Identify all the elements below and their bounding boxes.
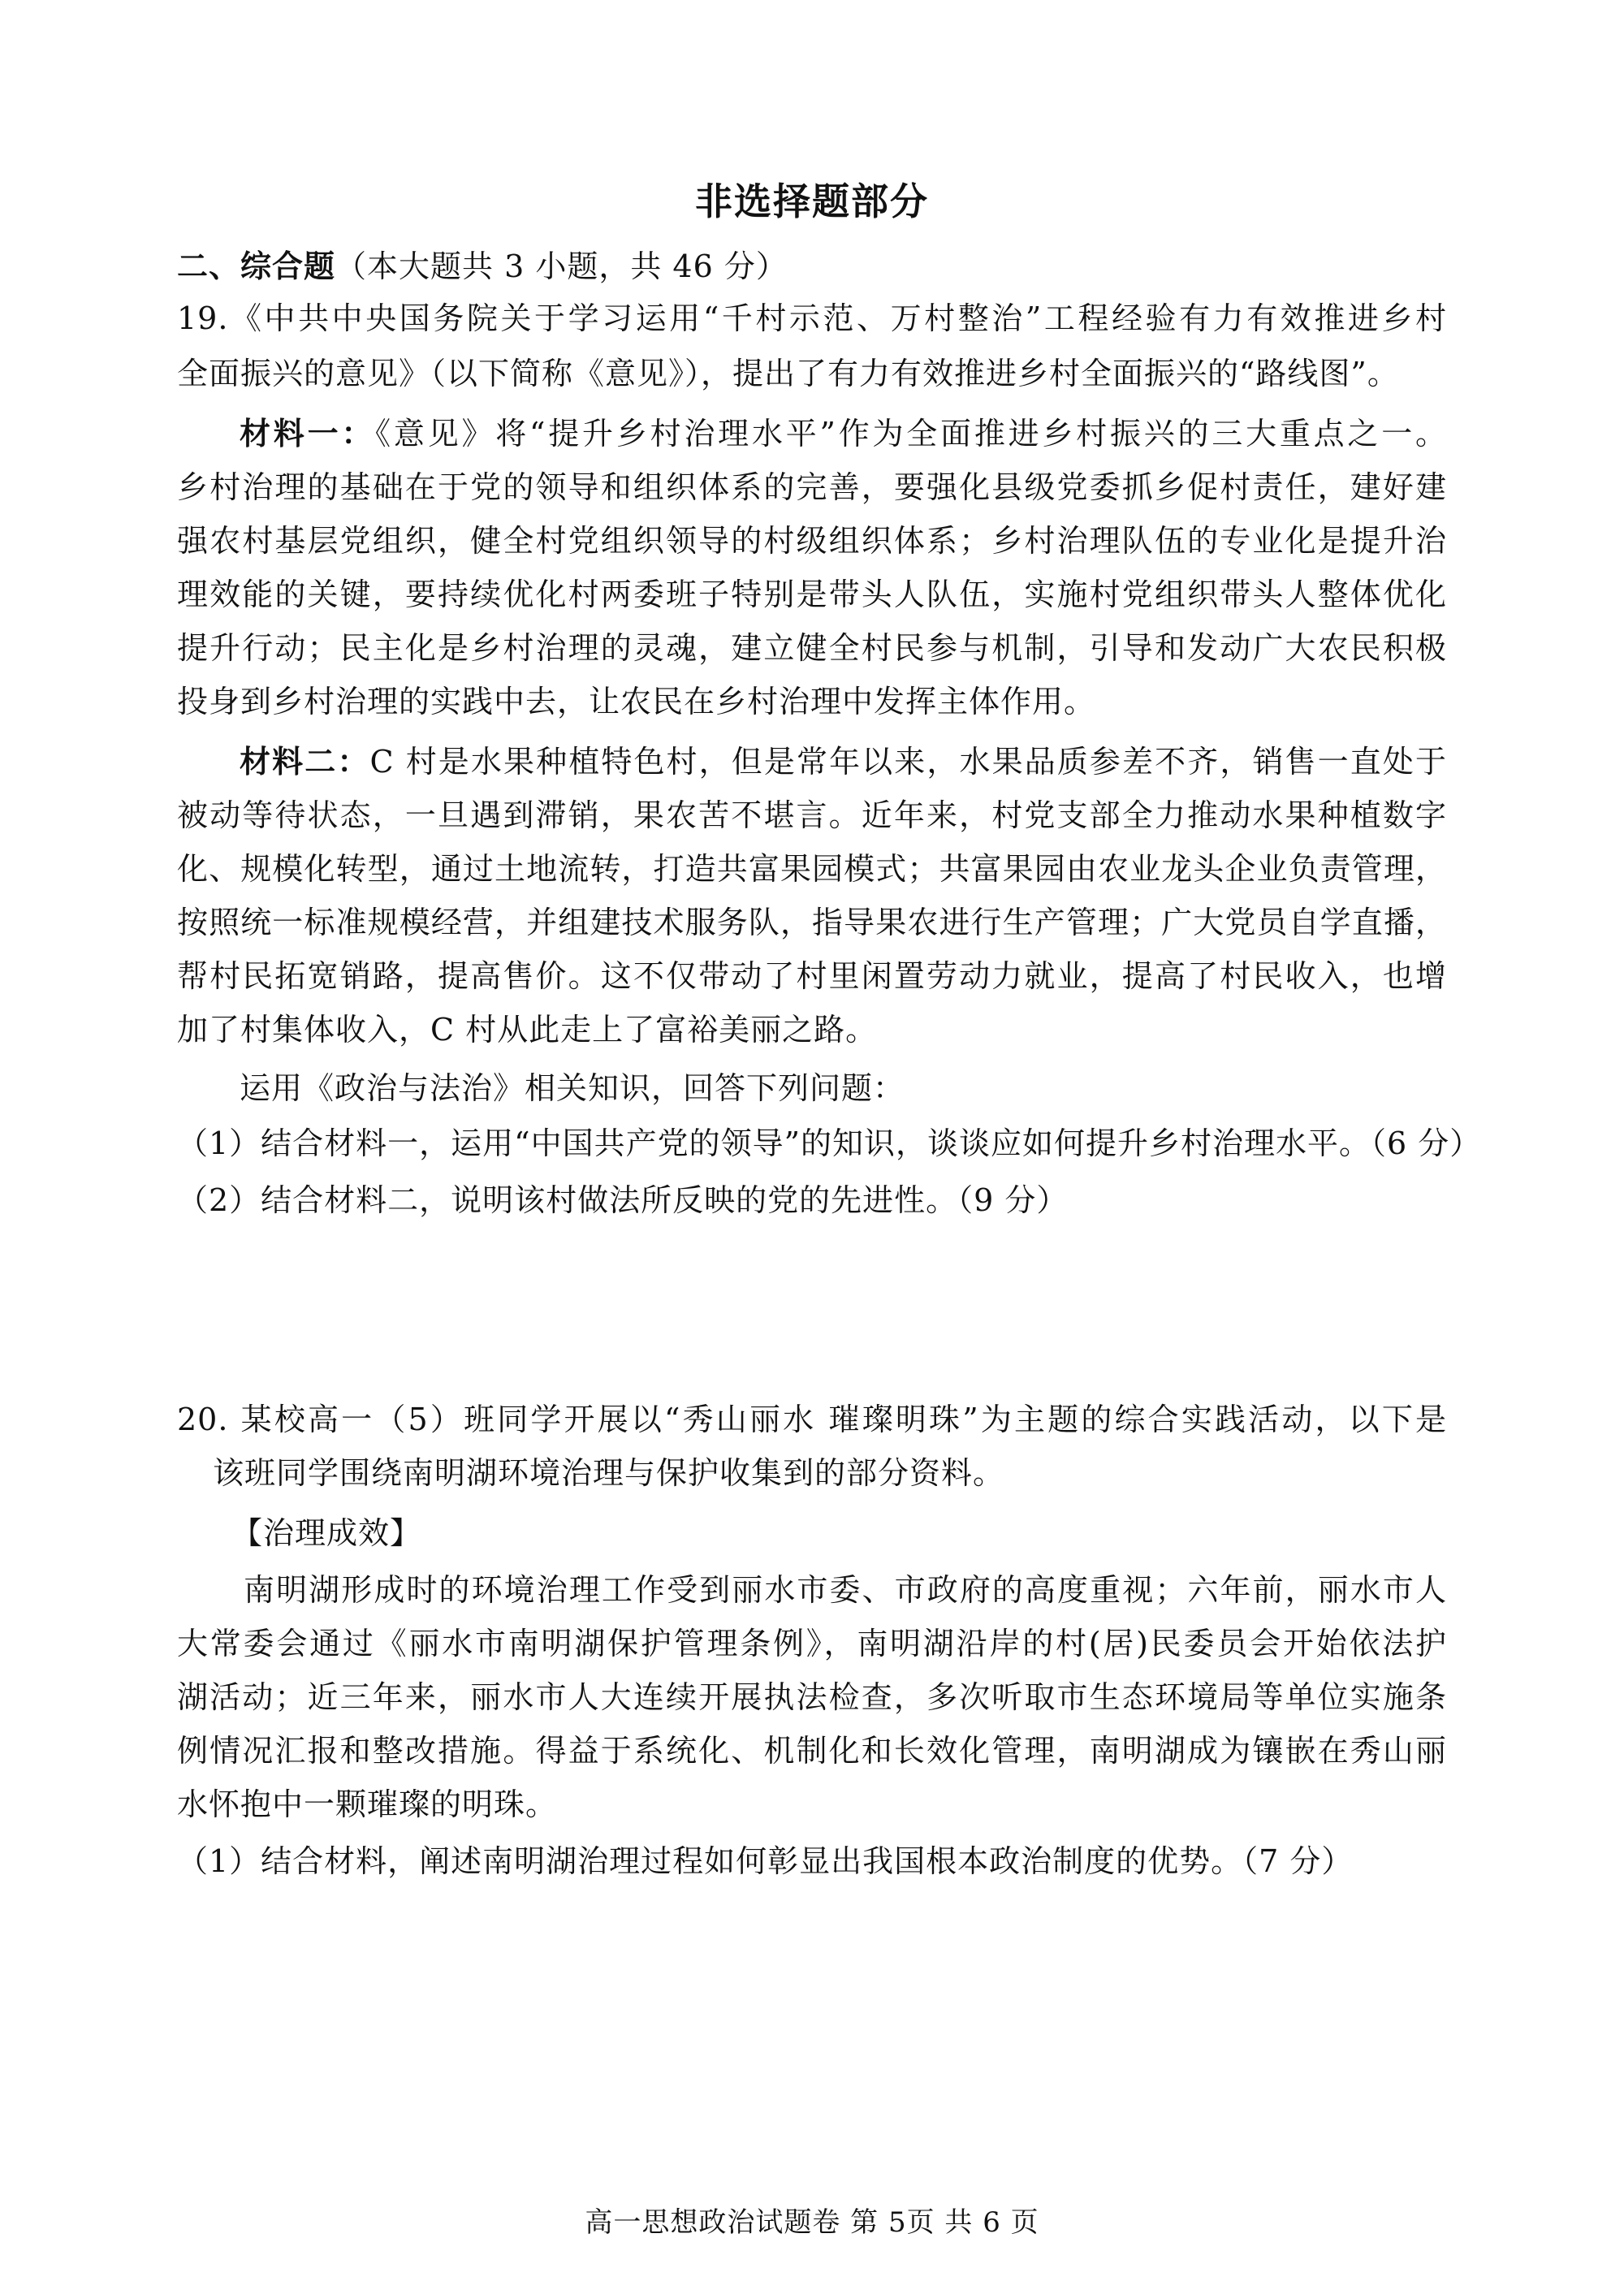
q20-subquestion-1: （1）结合材料，阐述南明湖治理过程如何彰显出我国根本政治制度的优势。（7 分）	[177, 1843, 1354, 1879]
q19-material1-line-3: 强农村基层党组织，健全村党组织领导的村级组织体系；乡村治理队伍的专业化是提升治	[177, 523, 1447, 559]
q19-material1-line-5: 提升行动；民主化是乡村治理的灵魂，建立健全村民参与机制，引导和发动广大农民积极	[177, 630, 1447, 666]
page-title: 非选择题部分	[695, 179, 929, 223]
q19-instruction: 运用《政治与法治》相关知识，回答下列问题：	[240, 1070, 905, 1106]
q20-subheading: 【治理成效】	[231, 1515, 422, 1551]
q19-material1-label: 材料一：	[240, 415, 376, 451]
q20-intro-line-2: 该班同学围绕南明湖环境治理与保护收集到的部分资料。	[213, 1455, 1005, 1491]
section-header	[177, 244, 788, 289]
q19-material1-text-1: 《意见》将“提升乡村治理水平”作为全面推进乡村振兴的三大重点之一。	[375, 416, 1447, 451]
q19-subquestion-2: （2）结合材料二，说明该村做法所反映的党的先进性。（9 分）	[177, 1182, 1069, 1218]
q20-material-line-3: 湖活动；近三年来，丽水市人大连续开展执法检查，多次听取市生态环境局等单位实施条	[177, 1679, 1447, 1715]
q19-material2-line-2: 被动等待状态，一旦遇到滞销，果农苦不堪言。近年来，村党支部全力推动水果种植数字	[177, 797, 1447, 833]
q19-material2-line-6: 加了村集体收入，C 村从此走上了富裕美丽之路。	[177, 1012, 878, 1048]
q19-material2-text-1: C 村是水果种植特色村，但是常年以来，水果品质参差不齐，销售一直处于	[369, 744, 1447, 780]
page-footer: 高一思想政治试题卷 第 5页 共 6 页	[585, 2206, 1039, 2239]
q19-intro-line-1: 19.《中共中央国务院关于学习运用“千村示范、万村整治”工程经验有力有效推进乡村	[177, 300, 1447, 336]
q20-material-line-2: 大常委会通过《丽水市南明湖保护管理条例》，南明湖沿岸的村(居)民委员会开始依法护	[177, 1626, 1447, 1661]
q19-material2-line-3: 化、规模化转型，通过土地流转，打造共富果园模式；共富果园由农业龙头企业负责管理，	[177, 851, 1447, 887]
q20-material-line-4: 例情况汇报和整改措施。得益于系统化、机制化和长效化管理，南明湖成为镶嵌在秀山丽	[177, 1733, 1447, 1769]
q19-material2-line-1	[240, 739, 1447, 784]
q19-material2-line-5: 帮村民拓宽销路，提高售价。这不仅带动了村里闲置劳动力就业，提高了村民收入，也增	[177, 958, 1447, 994]
q19-material1-line-4: 理效能的关键，要持续优化村两委班子特别是带头人队伍，实施村党组织带头人整体优化	[177, 577, 1447, 612]
q19-material1-line-1	[240, 411, 1447, 456]
q20-material-line-5: 水怀抱中一颗璀璨的明珠。	[177, 1786, 558, 1822]
q19-material2-label: 材料二：	[240, 743, 370, 780]
q19-material1-line-6: 投身到乡村治理的实践中去，让农民在乡村治理中发挥主体作用。	[177, 684, 1096, 719]
q19-subquestion-1: （1）结合材料一，运用“中国共产党的领导”的知识，谈谈应如何提升乡村治理水平。（6 分）	[177, 1125, 1482, 1161]
section-heading: 二、综合题	[177, 248, 336, 284]
q20-intro-line-1: 20. 某校高一（5）班同学开展以“秀山丽水 璀璨明珠”为主题的综合实践活动，以下是	[177, 1402, 1447, 1437]
q20-material-line-1: 南明湖形成时的环境治理工作受到丽水市委、市政府的高度重视；六年前，丽水市人	[244, 1572, 1447, 1608]
q19-intro-line-2: 全面振兴的意见》（以下简称《意见》），提出了有力有效推进乡村全面振兴的“路线图”。	[177, 356, 1399, 391]
q19-material2-line-4: 按照统一标准规模经营，并组建技术服务队，指导果农进行生产管理；广大党员自学直播，	[177, 905, 1447, 940]
q19-material1-line-2: 乡村治理的基础在于党的领导和组织体系的完善，要强化县级党委抓乡促村责任，建好建	[177, 469, 1447, 505]
section-note: （本大题共 3 小题，共 46 分）	[335, 248, 788, 284]
